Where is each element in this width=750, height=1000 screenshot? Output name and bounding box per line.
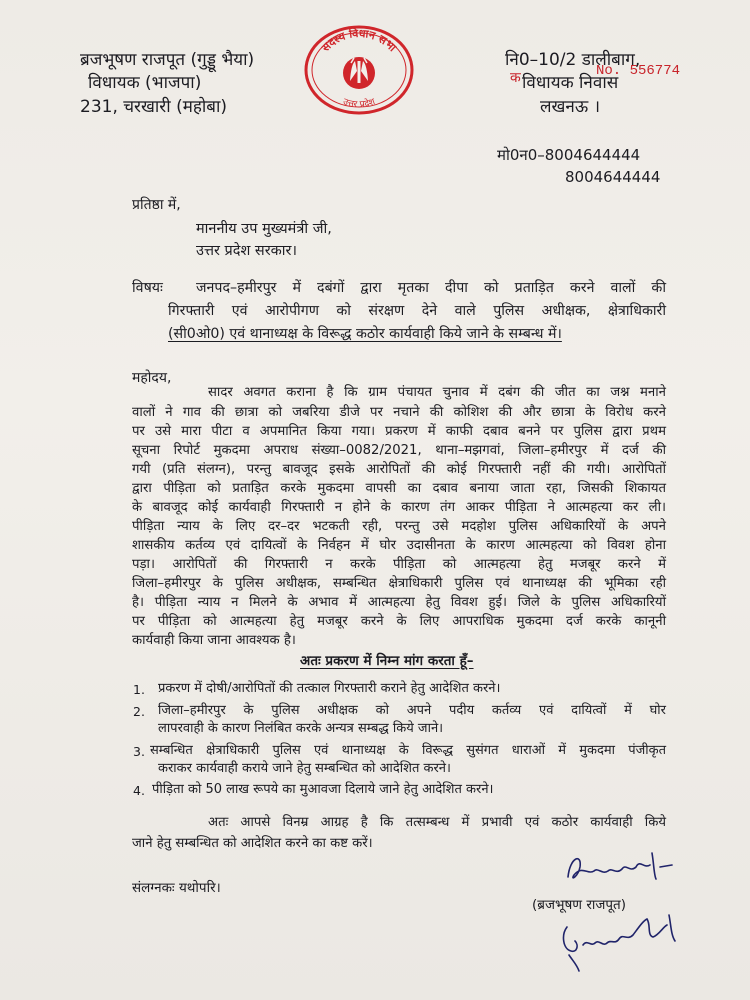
svg-text:उत्तर प्रदेश — [341, 97, 377, 110]
subject-line-2: गिरफ्तारी एवं आरोपीगण को संरक्षण देने वाले पुलिस अधीक्षक, क्षेत्राधिकारी — [168, 303, 666, 319]
demand-number: 4. — [133, 783, 145, 798]
body-line: कार्यवाही किया जाना आवश्यक है। — [132, 633, 296, 648]
demand-item-continued: कराकर कार्यवाही कराये जाने हेतु सम्बन्धित को आदेशित करने। — [158, 761, 451, 776]
demand-item: जिला–हमीरपुर के पुलिस अधीक्षक को अपने पदीय कर्तव्य एवं दायित्वों में घोर — [158, 703, 666, 718]
serial-prefix: क — [510, 71, 521, 87]
subject-line-1: जनपद–हमीरपुर में दबंगों द्वारा मृतका दीपा को प्रताड़ित करने वालों की — [196, 280, 666, 296]
serial-number: No. 556774 — [596, 63, 681, 79]
closing-line-2: जाने हेतु सम्बन्धित को आदेशित करने का कष्ट करें। — [132, 836, 373, 851]
address-line-2: विधायक निवास — [522, 73, 619, 93]
address-line-1: नि0–10/2 डालीबाग, — [505, 50, 641, 70]
demand-number: 3. — [133, 744, 145, 759]
body-line: सूचना रिपोर्ट मुकदमा अपराध संख्या–0082/2021, थाना–मझगवां, जिला–हमीरपुर में दर्ज की — [132, 443, 666, 458]
mobile-line-1: मो0न0–8004644444 — [497, 146, 641, 164]
signatory-name: (ब्रजभूषण राजपूत) — [532, 897, 627, 913]
body-line: द्वारा पीड़िता को प्रताड़ित करके मुकदमा वापसी का दबाव बनाया जाता रहा, जिसकी शिकायत — [132, 481, 666, 496]
demand-item: सम्बन्धित क्षेत्राधिकारी पुलिस एवं थानाध्यक्ष के विरूद्ध सुसंगत धाराओं में मुकदमा पंजीकृत — [150, 743, 666, 758]
letterhead-constituency: 231, चरखारी (महोबा) — [80, 97, 228, 117]
addressee-line-2: उत्तर प्रदेश सरकार। — [196, 243, 297, 259]
body-line: है। पीड़िता न्याय न मिलने के अभाव में आत्महत्या हेतु विवश हुई। जिले के पुलिस अधिकारियों — [132, 595, 666, 610]
greeting: महोदय, — [132, 370, 172, 386]
letterhead-post: विधायक (भाजपा) — [88, 73, 202, 93]
vidhan-sabha-seal — [303, 25, 415, 115]
body-line: पड़ा। आरोपितों की गिरफ्तारी न करके पीड़िता को आत्महत्या हेतु मजबूर करने में — [132, 557, 666, 572]
body-line: शासकीय कर्तव्य एवं दायित्वों के निर्वहन में घोर उदासीनता के कारण आत्महत्या को विवश होना — [132, 538, 666, 553]
letterhead-name: ब्रजभूषण राजपूत (गुड्डू भैया) — [80, 50, 255, 70]
demand-item: पीड़िता को 50 लाख रूपये का मुआवजा दिलाये जाने हेतु आदेशित करने। — [152, 782, 494, 797]
body-line: गयी (प्रति संलग्न), परन्तु बावजूद इसके आरोपितों की कोई गिरफ्तारी नहीं की गयी। आरोपितों — [132, 462, 666, 477]
mobile-line-2: 8004644444 — [565, 168, 661, 186]
body-line: पर पीड़िता को आत्महत्या हेतु मजबूर करने के लिए आपराधिक मुकदमा दर्ज करके कानूनी — [132, 614, 666, 629]
emblem-icon — [343, 57, 375, 89]
salutation: प्रतिष्ठा में, — [132, 197, 181, 213]
body-line: जिला–हमीरपुर के पुलिस अधीक्षक, सम्बन्धित क्षेत्राधिकारी पुलिस एवं थानाध्यक्ष की भूमिका रही — [132, 576, 666, 591]
closing-line-1: अतः आपसे विनम्र आग्रह है कि तत्सम्बन्ध में प्रभावी एवं कठोर कार्यवाही किये — [208, 815, 666, 830]
demand-number: 2. — [133, 704, 145, 719]
body-line: पर उसे मारा पीटा व अपमानित किया गया। प्रकरण में काफी दबाव बनने पर पुलिस द्वारा प्रथम — [132, 424, 666, 439]
demand-number: 1. — [133, 682, 145, 697]
seal-bottom-text: उत्तर प्रदेश — [341, 97, 377, 111]
demand-item: प्रकरण में दोषी/आरोपितों की तत्काल गिरफ्तारी कराने हेतु आदेशित करने। — [158, 681, 501, 696]
body-line: पीड़िता न्याय के लिए दर–दर भटकती रही, परन्तु उसे मदहोश पुलिस अधिकारियों के अपने — [132, 519, 666, 534]
enclosure-note: संलग्नकः यथोपरि। — [132, 880, 221, 896]
seal-top-text: सदस्य विधान सभा — [319, 26, 399, 55]
subject-label: विषयः — [132, 280, 163, 296]
subject-line-3: (सी0ओ0) एवं थानाध्यक्ष के विरूद्ध कठोर कार्यवाही किये जाने के सम्बन्ध में। — [168, 326, 562, 342]
signature — [560, 845, 680, 895]
demand-item-continued: लापरवाही के कारण निलंबित करके अन्यत्र सम्बद्ध किये जाने। — [158, 721, 444, 736]
body-line: वालों ने गाव की छात्रा को जबरिया डीजे पर नचाने की कोशिश की और छात्रा के विरोध करने — [132, 405, 666, 420]
address-line-3: लखनऊ । — [540, 97, 601, 117]
addressee-line-1: माननीय उप मुख्यमंत्री जी, — [196, 221, 332, 237]
body-line: सादर अवगत कराना है कि ग्राम पंचायत चुनाव में दबंग की जीत का जश्न मनाने — [208, 385, 666, 400]
body-line: के बावजूद कोई कार्यवाही गिरफ्तारी न होने के कारण तंग आकर पीड़िता ने आत्महत्या कर ली। — [132, 500, 666, 515]
demand-heading: अतः प्रकरण में निम्न मांग करता हूँ– — [300, 653, 474, 669]
signature-second — [555, 905, 695, 975]
